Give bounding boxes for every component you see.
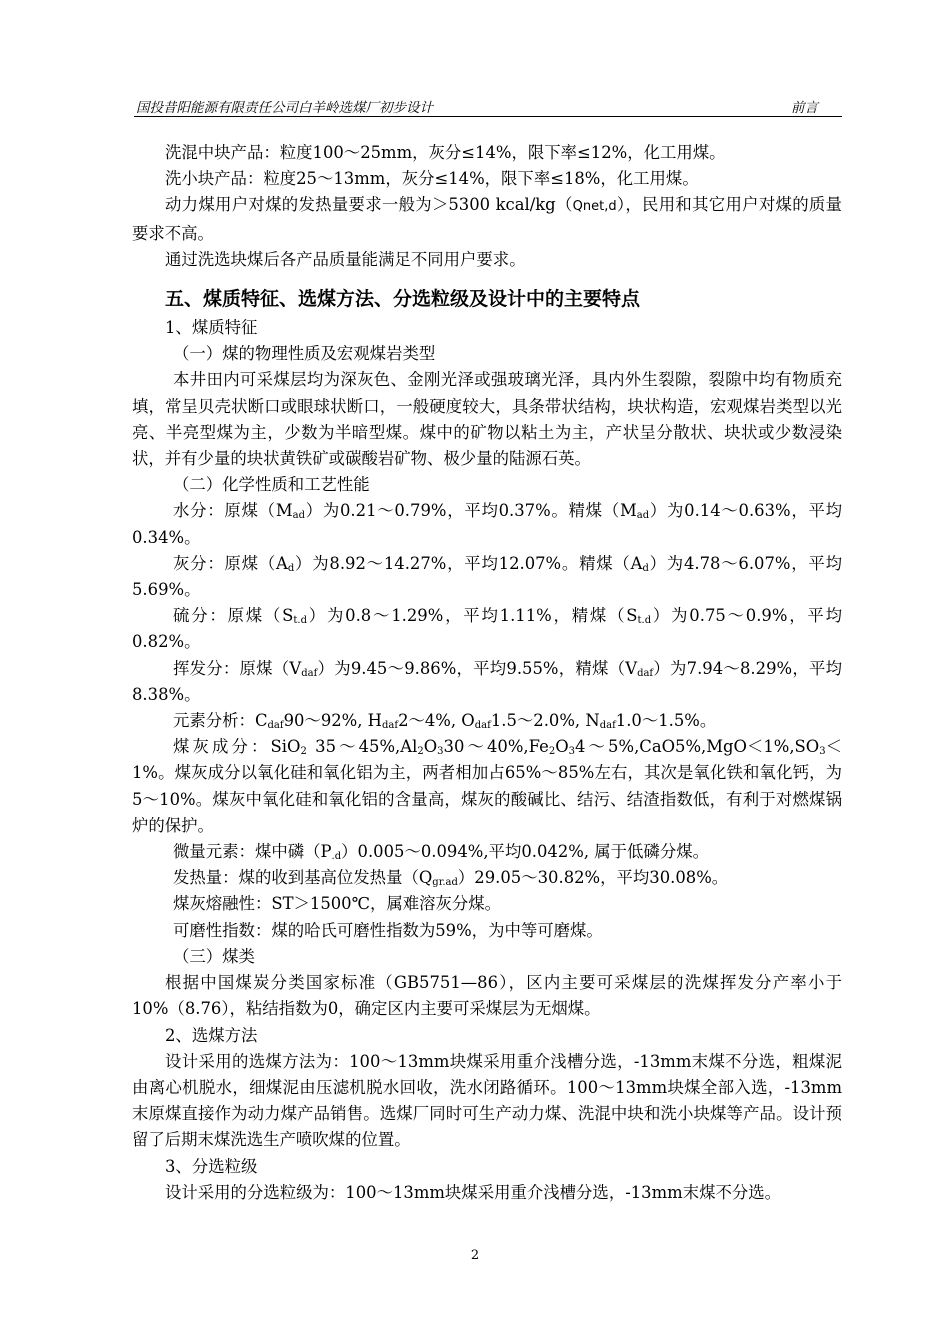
subheading-size: 3、分选粒级 [165, 1156, 258, 1176]
paragraph-trace: 微量元素：煤中磷$(P_{.d})0.005\sim 0.094\%$,平均0.042%, 属于低磷分煤。 [173, 842, 709, 863]
subheading-coal-class: （三）煤类 [173, 946, 255, 966]
header-section: 前言 [791, 100, 818, 116]
section-heading: 五、煤质特征、选煤方法、分选粒级及设计中的主要特点 [165, 288, 641, 311]
paragraph-moisture: 水分：原煤$(M_{ad})$为0.21～0.79%，平均0.37%。精煤$(M_{ad})$为0.14～0.63%，平均0.34%。 [132, 501, 842, 547]
paragraph-heat: 发热量：煤的收到基高位发热量$(Q_{gr.ad})29.05\sim 30.82\%$，平均30.08%。 [173, 868, 729, 889]
subheading-physical: （一）煤的物理性质及宏观煤岩类型 [173, 344, 436, 364]
paragraph-grindability: 可磨性指数：煤的哈氏可磨性指数为59%，为中等可磨煤。 [173, 920, 603, 940]
document-body [132, 140, 842, 1206]
paragraph-method: 设计采用的选煤方法为：100～13mm块煤采用重介浅槽分选，-13mm末煤不分选，粗煤泥由离心机脱水，细煤泥由压滤机脱水回收，洗水闭路循环。100～13mm块煤全部入选，-13mm末原煤直接作为动力煤产品销售。选煤厂同时可生产动力煤、洗混中块和洗小块煤等产品。设计预留了后期末煤洗选生产喷吹煤的位置。 [132, 1051, 842, 1150]
subheading-coal-quality: 1、煤质特征 [165, 318, 258, 338]
paragraph-thermal-coal: 动力煤用户对煤的发热量要求一般为＞5300 kcal/kg（Qnet,d），民用和其它用户对煤的质量要求不高。 [132, 195, 842, 243]
running-header [134, 96, 842, 117]
paragraph-quality: 通过洗选块煤后各产品质量能满足不同用户要求。 [165, 249, 526, 269]
paragraph-mixed-block: 洗混中块产品：粒度100～25mm，灰分≤14%，限下率≤12%，化工用煤。 [165, 143, 726, 162]
paragraph-ash: 灰分：原煤$(A_d)$为8.92～14.27%，平均12.07%。精煤$(A_d)$为4.78～6.07%，平均5.69%。 [132, 553, 842, 600]
page-number: 2 [470, 1248, 480, 1263]
subheading-method: 2、选煤方法 [165, 1025, 258, 1045]
subheading-chemical: （二）化学性质和工艺性能 [173, 475, 370, 495]
paragraph-volatile: 挥发分：原煤$(V_{daf})$为9.45～9.86%，平均9.55%，精煤$(V_{daf})$为7.94～8.29%，平均8.38%。 [132, 658, 842, 704]
paragraph-size: 设计采用的分选粒级为：100～13mm块煤采用重介浅槽分选，-13mm末煤不分选。 [165, 1182, 782, 1202]
header-title: 国投昔阳能源有限责任公司白羊岭选煤厂初步设计 [136, 100, 433, 116]
qnet-symbol: Qnet,d [572, 199, 617, 215]
paragraph-physical: 本井田内可采煤层均为深灰色、金刚光泽或强玻璃光泽，具内外生裂隙，裂隙中均有物质充填，常呈贝壳状断口或眼球状断口，一般硬度较大，具条带状结构，块状构造，宏观煤岩类型以光亮、半亮型煤为主，少数为半暗型煤。煤中的矿物以粘土为主，产状呈分散状、块状或少数浸染状，并有少量的块状黄铁矿或碳酸岩矿物、极少量的陆源石英。 [132, 370, 842, 469]
paragraph-elements: 元素分析：$C_{daf}90\sim 92\%$, $H_{daf}2\sim 4\%$, $O_{daf}1.5\sim 2.0\%$, $N_{daf}1.0\sim 1.5\%$。 [173, 711, 717, 732]
paragraph-sulfur: 硫分：原煤$(S_{t.d})$为0.8～1.29%，平均1.11%，精煤$(S_{t.d})$为0.75～0.9%，平均0.82%。 [132, 606, 842, 652]
paragraph-fusion: 煤灰熔融性：ST＞1500℃，属难溶灰分煤。 [173, 894, 502, 914]
paragraph-classification: 根据中国煤炭分类国家标准（GB5751—86），区内主要可采煤层的洗煤挥发分产率小于10%（8.76），粘结指数为0，确定区内主要可采煤层为无烟煤。 [132, 973, 842, 1019]
paragraph-coal-ash: 煤灰成分：SiO$_2$ $35\sim 45\%,Al_2O_330\sim 40\%,Fe_2O_34\sim 5\%,CaO5\%,MgO<1\%,SO_3<1\%$。煤灰成分以氧化硅和氧化铝为主，两者相加占65%～85%左右，其次是氧化铁和氧化钙，为5～10%。煤灰中氧化硅和氧化铝的含量高，煤灰的酸碱比、结污、结渣指数低，有利于对燃煤锅炉的保护。 [132, 737, 842, 835]
paragraph-small-block: 洗小块产品：粒度25～13mm，灰分≤14%，限下率≤18%，化工用煤。 [165, 169, 699, 189]
